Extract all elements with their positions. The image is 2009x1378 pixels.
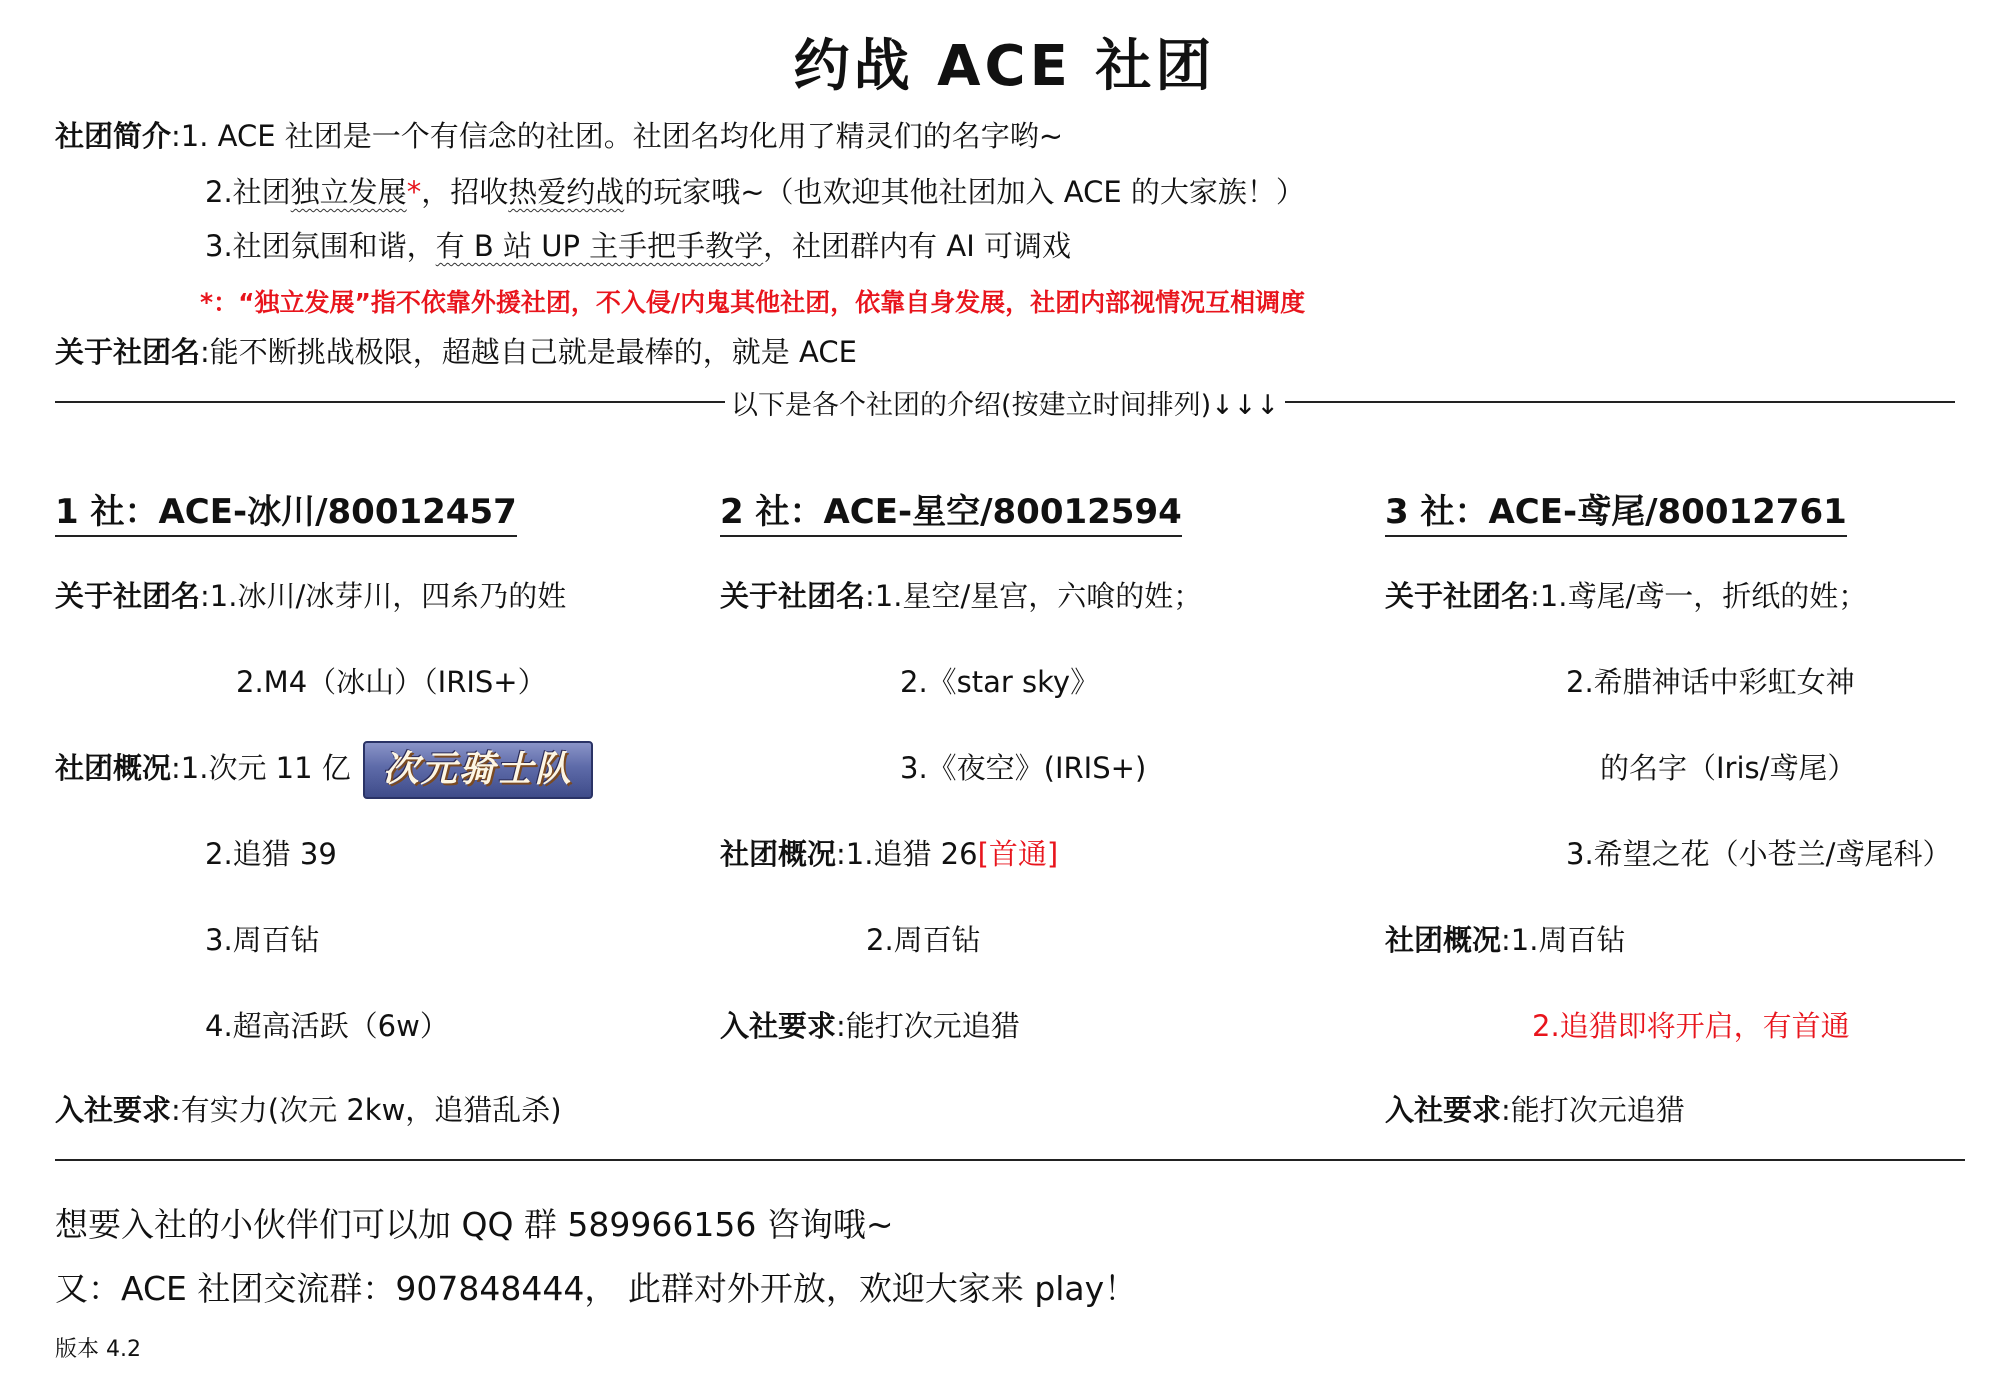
footer-divider [55, 1159, 1965, 1161]
footer-exchange-line: 又：ACE 社团交流群：907848444， 此群对外开放，欢迎大家来 play！ [55, 1269, 1138, 1308]
club-1-overview-3: 3.周百钻 [205, 923, 320, 957]
club-2-first-clear-badge: [首通] [977, 837, 1059, 871]
club-3-name-row-1 [1385, 576, 1867, 616]
club-2-name-2: 2.《star sky》 [900, 665, 1100, 699]
club-3-name-2b: 的名字（Iris/鸢尾） [1600, 751, 1857, 785]
club-3-heading: 3 社：ACE-鸢尾/80012761 [1385, 484, 1847, 537]
club-2-overview-2: 2.周百钻 [866, 923, 981, 957]
club-2-name-3: 3.《夜空》(IRIS+) [900, 751, 1147, 785]
club-3-name-2: 2.希腊神话中彩虹女神 [1566, 665, 1855, 699]
club-3-req-label: 入社要求 [1385, 1093, 1502, 1127]
divider-text: 以下是各个社团的介绍(按建立时间排列)↓↓↓ [731, 389, 1279, 421]
intro-star-mark: * [406, 175, 422, 209]
intro-text-2a: 2.社团 [205, 175, 291, 209]
about-name-text: :能不断挑战极限，超越自己就是最棒的，就是 ACE [200, 335, 857, 369]
club-3-name-3: 3.希望之花（小苍兰/鸢尾科） [1566, 837, 1952, 871]
club-3-name-label: 关于社团名 [1385, 579, 1531, 613]
club-3-requirement [1385, 1090, 1685, 1130]
club-2-requirement [720, 1006, 1020, 1046]
intro-text-2b: ，招收 [421, 175, 509, 209]
club-1-name-row-1 [55, 576, 566, 616]
club-3-overview-row-1 [1385, 920, 1625, 960]
club-1-overview-1: :1.次元 11 亿 [171, 751, 351, 785]
club-1-req-label: 入社要求 [55, 1093, 172, 1127]
club-1-overview-4: 4.超高活跃（6w） [205, 1009, 449, 1043]
intro-wavy-independent: 独立发展 [290, 175, 407, 209]
club-2-overview-1: :1.追猎 26 [836, 837, 978, 871]
intro-wavy-love: 热爱约战 [508, 175, 625, 209]
club-3-overview-1: :1.周百钻 [1501, 923, 1626, 957]
club-1-req-text: :有实力(次元 2kw，追猎乱杀) [171, 1093, 562, 1127]
intro-text-1: :1. ACE 社团是一个有信念的社团。社团名均化用了精灵们的名字哟~ [171, 119, 1064, 153]
club-1-overview-2: 2.追猎 39 [205, 837, 337, 871]
intro-text-2c: 的玩家哦~（也欢迎其他社团加入 ACE 的大家族！） [624, 175, 1305, 209]
about-name-line [55, 332, 857, 372]
club-2-overview-row-1 [720, 834, 1058, 874]
club-1-name-2: 2.M4（冰山）（IRIS+） [236, 665, 547, 699]
club-1-heading: 1 社：ACE-冰川/80012457 [55, 484, 517, 537]
section-divider [55, 382, 1955, 422]
about-name-label: 关于社团名 [55, 335, 201, 369]
intro-text-3b: ，社团群内有 AI 可调戏 [763, 229, 1071, 263]
intro-wavy-teaching: 有 B 站 UP 主手把手教学 [435, 229, 764, 263]
page-title: 约战 ACE 社团 [793, 34, 1216, 99]
club-badge-image: 次元骑士队 [363, 741, 593, 799]
club-2-name-label: 关于社团名 [720, 579, 866, 613]
club-2-name-row-1 [720, 576, 1202, 616]
intro-text-3a: 3.社团氛围和谐， [205, 229, 436, 263]
intro-label: 社团简介 [55, 119, 172, 153]
club-2-overview-label: 社团概况 [720, 837, 837, 871]
club-2-heading: 2 社：ACE-星空/80012594 [720, 484, 1182, 537]
club-1-requirement [55, 1090, 562, 1130]
club-1-overview-label: 社团概况 [55, 751, 172, 785]
club-3-overview-2: 2.追猎即将开启，有首通 [1532, 1009, 1850, 1043]
club-2-req-label: 入社要求 [720, 1009, 837, 1043]
intro-note: *：“独立发展”指不依靠外援社团，不入侵/内鬼其他社团，依靠自身发展，社团内部视情况互相调度 [200, 288, 1306, 317]
divider-rule-left [55, 401, 725, 403]
intro-line-1 [55, 116, 1063, 156]
club-3-overview-label: 社团概况 [1385, 923, 1502, 957]
club-3-name-1: :1.鸢尾/鸢一，折纸的姓； [1530, 579, 1868, 613]
club-3-req-text: :能打次元追猎 [1501, 1093, 1685, 1127]
club-1-name-label: 关于社团名 [55, 579, 201, 613]
divider-rule-right [1285, 401, 1955, 403]
club-1-name-1: :1.冰川/冰芽川，四糸乃的姓 [200, 579, 567, 613]
club-1-overview-row-1 [55, 740, 593, 799]
club-2-req-text: :能打次元追猎 [836, 1009, 1020, 1043]
footer-qq-line: 想要入社的小伙伴们可以加 QQ 群 589966156 咨询哦~ [55, 1205, 894, 1244]
intro-line-2 [205, 172, 1305, 212]
club-2-name-1: :1.星空/星宫，六喰的姓； [865, 579, 1203, 613]
version-label: 版本 4.2 [55, 1337, 141, 1362]
intro-line-3 [205, 226, 1071, 266]
